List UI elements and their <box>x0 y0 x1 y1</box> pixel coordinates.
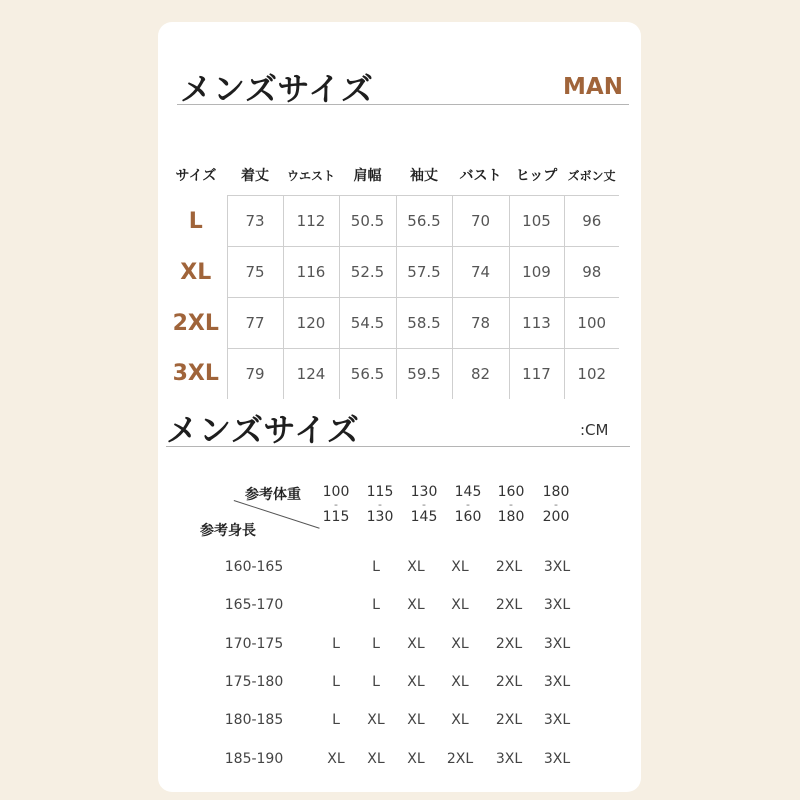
table-cell: 50.5 <box>339 196 396 247</box>
fit-size-cell: L <box>332 712 340 728</box>
fit-size-cell: XL <box>407 751 425 767</box>
weight-max: 200 <box>542 509 570 525</box>
table-cell: 79 <box>227 349 283 400</box>
unit-label: :CM <box>580 421 609 439</box>
weight-label: 参考体重 <box>245 487 301 503</box>
fit-size-cell: 3XL <box>543 751 571 767</box>
fit-size-cell: XL <box>451 712 469 728</box>
fit-size-cell: 2XL <box>495 674 523 690</box>
size-label: 3XL <box>172 361 219 387</box>
fit-size-cell: L <box>372 559 380 575</box>
height-range: 180-185 <box>224 712 284 728</box>
weight-min: 160 <box>497 484 525 500</box>
fit-size-cell: L <box>332 636 340 652</box>
table-row <box>165 298 619 349</box>
weight-min: 130 <box>410 484 438 500</box>
fit-size-cell: XL <box>367 712 385 728</box>
height-label: 参考身長 <box>200 523 256 539</box>
table-cell: 116 <box>283 247 339 298</box>
header-shoulder: 肩幅 <box>353 168 382 184</box>
section1-divider <box>177 104 629 105</box>
weight-sep: - <box>422 498 426 511</box>
weight-sep: - <box>334 498 338 511</box>
fit-size-cell: L <box>372 636 380 652</box>
weight-range <box>355 485 405 525</box>
weight-min: 100 <box>322 484 350 500</box>
fit-size-cell: 3XL <box>543 674 571 690</box>
fit-size-cell: 3XL <box>495 751 523 767</box>
fit-size-cell: 2XL <box>495 636 523 652</box>
table-cell: 120 <box>283 298 339 349</box>
fit-size-cell: XL <box>407 559 425 575</box>
table-cell: 78 <box>452 298 509 349</box>
table-row <box>165 196 619 247</box>
fit-size-cell: 2XL <box>446 751 474 767</box>
weight-range <box>531 485 581 525</box>
weight-max: 115 <box>322 509 350 525</box>
height-range: 170-175 <box>224 636 284 652</box>
fit-size-cell: L <box>372 674 380 690</box>
weight-sep: - <box>466 498 470 511</box>
height-range: 185-190 <box>224 751 284 767</box>
fit-size-cell: L <box>332 674 340 690</box>
brand-label: MAN <box>563 74 623 100</box>
fit-size-cell: XL <box>451 674 469 690</box>
size-label: L <box>188 208 203 234</box>
table-cell: 75 <box>227 247 283 298</box>
fit-size-cell: L <box>372 597 380 613</box>
fit-size-cell: XL <box>451 559 469 575</box>
weight-max: 180 <box>497 509 525 525</box>
fit-size-cell: XL <box>407 674 425 690</box>
weight-max: 145 <box>410 509 438 525</box>
header-pants-length: ズボン丈 <box>567 168 616 183</box>
size-table-header <box>165 155 619 196</box>
weight-sep: - <box>378 498 382 511</box>
table-cell: 124 <box>283 349 339 400</box>
size-label: XL <box>180 259 212 285</box>
header-sleeve: 袖丈 <box>410 168 438 184</box>
weight-sep: - <box>509 498 513 511</box>
table-cell: 82 <box>452 349 509 400</box>
table-cell: 112 <box>283 196 339 247</box>
header-size: サイズ <box>175 168 217 185</box>
fit-size-cell: XL <box>451 597 469 613</box>
height-range: 165-170 <box>224 597 284 613</box>
weight-min: 180 <box>542 484 570 500</box>
weight-min: 145 <box>454 484 482 500</box>
table-cell: 52.5 <box>339 247 396 298</box>
table-cell: 54.5 <box>339 298 396 349</box>
table-cell: 58.5 <box>396 298 452 349</box>
weight-range <box>311 485 361 525</box>
header-waist: ウエスト <box>286 168 335 183</box>
weight-max: 130 <box>366 509 394 525</box>
table-row <box>165 247 619 298</box>
table-cell: 59.5 <box>396 349 452 400</box>
table-cell: 98 <box>564 247 619 298</box>
fit-size-cell: XL <box>367 751 385 767</box>
weight-range <box>486 485 536 525</box>
table-cell: 96 <box>564 196 619 247</box>
table-cell: 77 <box>227 298 283 349</box>
section2-title: メンズサイズ <box>166 411 360 449</box>
table-cell: 73 <box>227 196 283 247</box>
table-cell: 74 <box>452 247 509 298</box>
table-cell: 57.5 <box>396 247 452 298</box>
table-cell: 56.5 <box>396 196 452 247</box>
height-range: 175-180 <box>224 674 284 690</box>
header-bust: バスト <box>459 168 502 184</box>
fit-size-cell: XL <box>407 712 425 728</box>
fit-size-cell: 3XL <box>543 636 571 652</box>
table-cell: 70 <box>452 196 509 247</box>
size-label: 2XL <box>172 310 219 336</box>
size-table <box>165 155 619 399</box>
fit-size-cell: 3XL <box>543 712 571 728</box>
table-cell: 109 <box>509 247 564 298</box>
table-cell: 56.5 <box>339 349 396 400</box>
fit-size-cell: 3XL <box>543 597 571 613</box>
weight-range <box>399 485 449 525</box>
weight-max: 160 <box>454 509 482 525</box>
fit-size-cell: 2XL <box>495 559 523 575</box>
fit-size-cell: XL <box>327 751 345 767</box>
fit-size-cell: XL <box>407 636 425 652</box>
table-cell: 102 <box>564 349 619 400</box>
fit-size-cell: 2XL <box>495 597 523 613</box>
fit-size-cell: 2XL <box>495 712 523 728</box>
weight-sep: - <box>554 498 558 511</box>
weight-min: 115 <box>366 484 394 500</box>
table-cell: 105 <box>509 196 564 247</box>
table-row <box>165 349 619 400</box>
fit-size-cell: 3XL <box>543 559 571 575</box>
section1-title: メンズサイズ <box>180 70 374 108</box>
height-range: 160-165 <box>224 559 284 575</box>
table-cell: 113 <box>509 298 564 349</box>
fit-size-cell: XL <box>451 636 469 652</box>
section2-divider <box>166 446 630 447</box>
fit-size-cell: XL <box>407 597 425 613</box>
table-cell: 100 <box>564 298 619 349</box>
header-hip: ヒップ <box>515 168 558 184</box>
header-length: 着丈 <box>241 168 269 184</box>
table-cell: 117 <box>509 349 564 400</box>
